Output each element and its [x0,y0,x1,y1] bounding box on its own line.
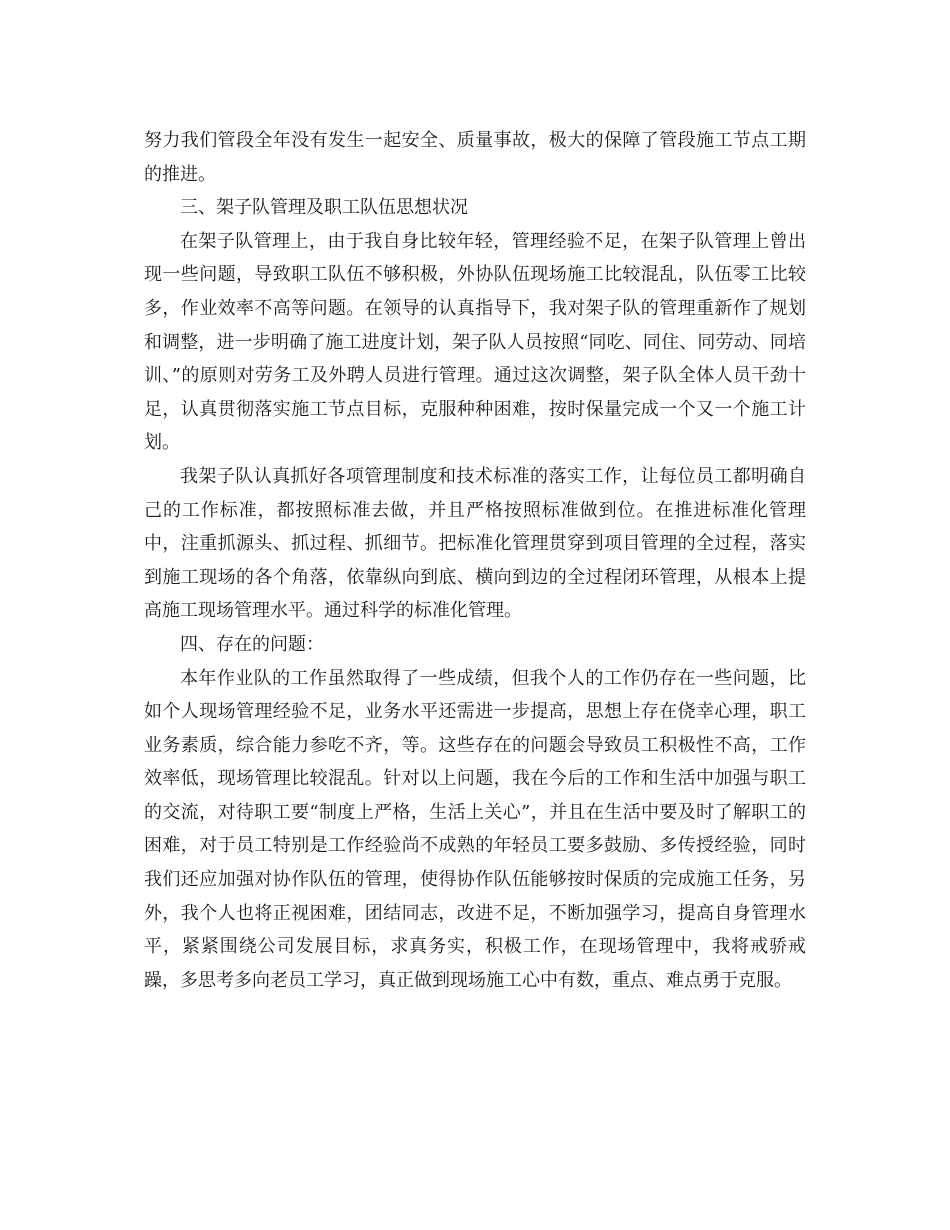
paragraph-continuation: 努力我们管段全年没有发生一起安全、质量事故，极大的保障了管段施工节点工期的推进。 [144,130,806,185]
section-heading-4: 四、存在的问题： [180,633,324,655]
paragraph-team-management: 在架子队管理上，由于我自身比较年轻，管理经验不足，在架子队管理上曾出现一些问题，导致职工队伍不够积极，外协队伍现场施工比较混乱，队伍零工比较多，作业效率不高等问题。在领导的认真指导下，我对架子队的管理重新作了规划和调整，进一步明确了施工进度计划，架子队人员按照“同吃、同住、同劳动、同培训、”的原则对劳务工及外聘人员进行管理。通过这次调整，架子队全体人员干劲十足，认真贯彻落实施工节点目标，克服种种困难，按时保量完成一个又一个施工计划。 [144,230,806,454]
section-heading-3: 三、架子队管理及职工队伍思想状况 [180,197,468,219]
paragraph-standardization: 我架子队认真抓好各项管理制度和技术标准的落实工作，让每位员工都明确自己的工作标准，都按照标准去做，并且严格按照标准做到位。在推进标准化管理中，注重抓源头、抓过程、抓细节。把标准化管理贯穿到项目管理的全过程，落实到施工现场的各个角落，依靠纵向到底、横向到边的全过程闭环管理，从根本上提高施工现场管理水平。通过科学的标准化管理。 [144,465,806,622]
document-page [144,124,806,997]
paragraph-problems: 本年作业队的工作虽然取得了一些成绩，但我个人的工作仍存在一些问题，比如个人现场管理经验不足，业务水平还需进一步提高，思想上存在侥幸心理，职工业务素质，综合能力参吃不齐，等。这些存在的问题会导致员工积极性不高，工作效率低，现场管理比较混乱。针对以上问题，我在今后的工作和生活中加强与职工的交流，对待职工要“制度上严格，生活上关心”，并且在生活中要及时了解职工的困难，对于员工特别是工作经验尚不成熟的年轻员工要多鼓励、多传授经验，同时我们还应加强对协作队伍的管理，使得协作队伍能够按时保质的完成施工任务，另外，我个人也将正视困难，团结同志，改进不足，不断加强学习，提高自身管理水平，紧紧围绕公司发展目标，求真务实，积极工作，在现场管理中，我将戒骄戒躁，多思考多向老员工学习，真正做到现场施工心中有数，重点、难点勇于克服。 [144,667,806,991]
